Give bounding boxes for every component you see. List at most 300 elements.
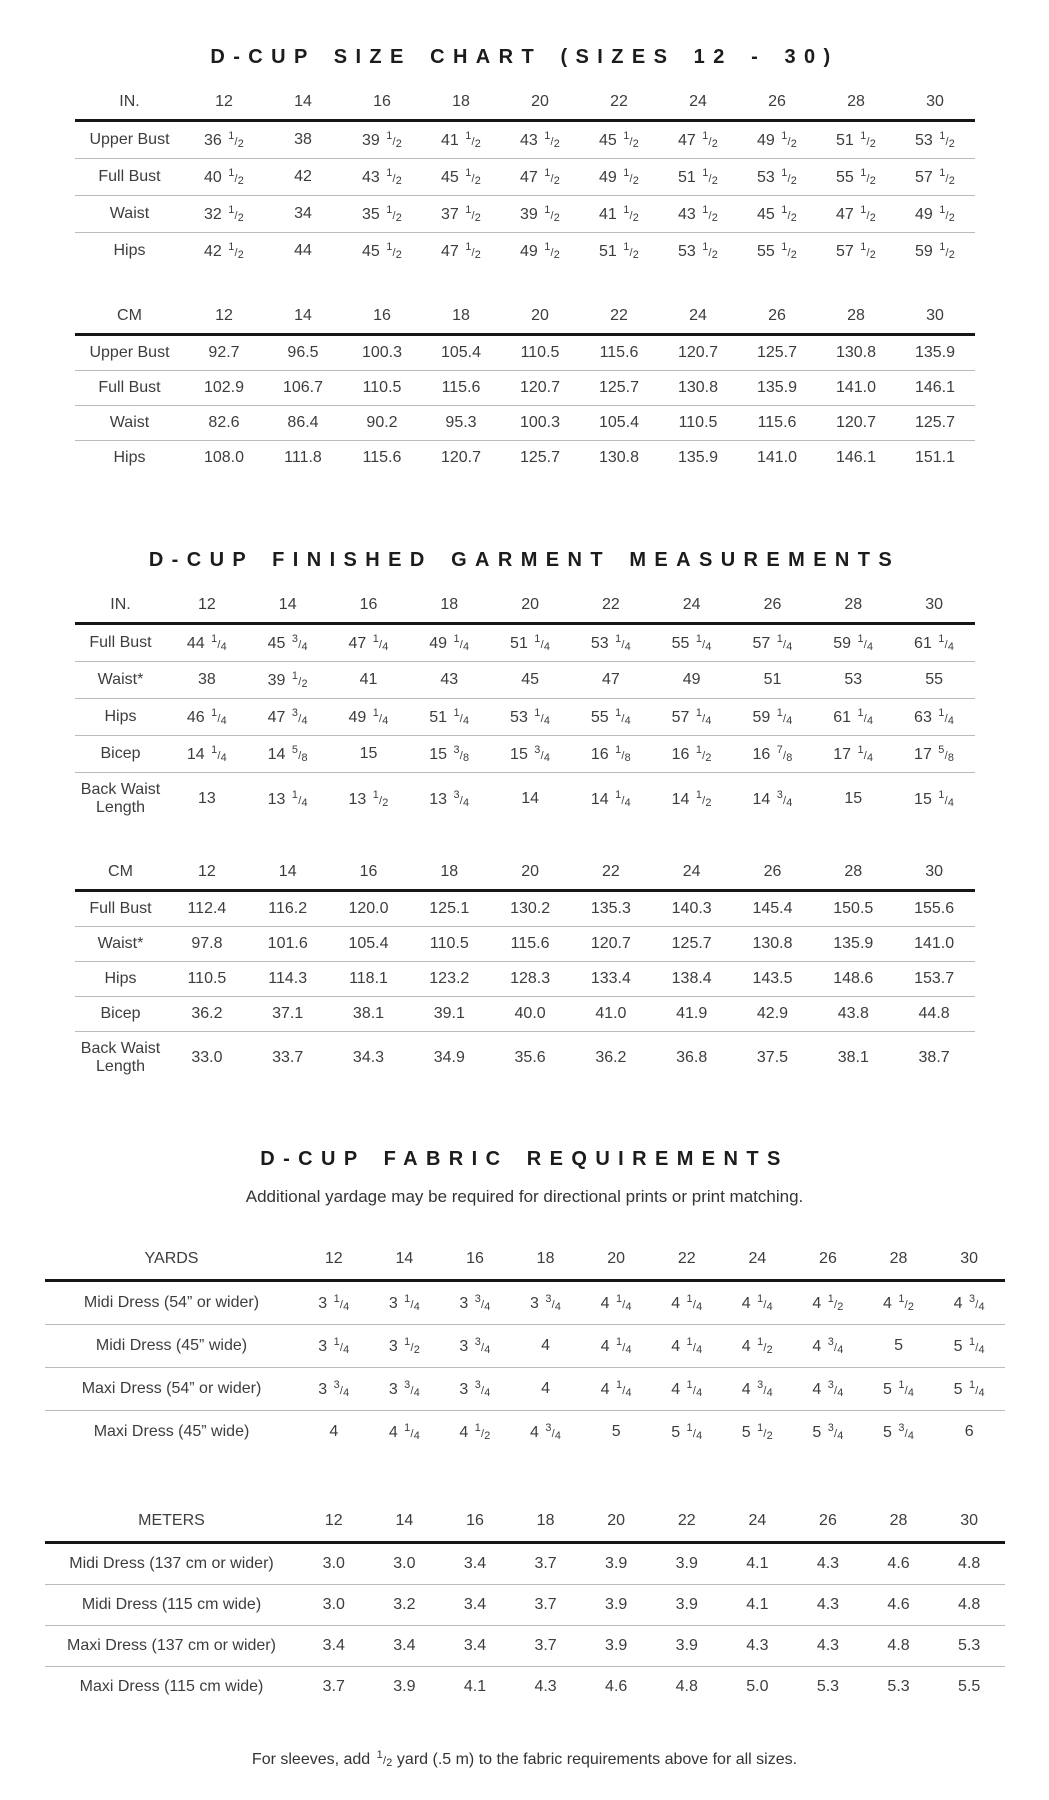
cell-value: 3 $^3/_4$ <box>459 1335 491 1356</box>
cell-value: 82.6 <box>208 413 240 431</box>
cell-value: 110.5 <box>187 969 227 987</box>
row-label: Back Waist Length <box>80 780 161 816</box>
cell-value: 4 $^1/_4$ <box>600 1335 632 1356</box>
size-column-header: 30 <box>960 1511 979 1529</box>
size-column-header: 14 <box>294 93 312 110</box>
cell-value: 4 $^1/_2$ <box>812 1292 844 1313</box>
cell-value: 4 <box>329 1422 339 1440</box>
cell-value: 49 $^1/_2$ <box>598 166 640 187</box>
unit-label: YARDS <box>144 1249 199 1267</box>
size-column-header: 20 <box>607 1249 626 1267</box>
cell-value: 141.0 <box>756 448 798 466</box>
cell-value: 57 $^1/_2$ <box>835 240 877 261</box>
cell-value: 95.3 <box>445 413 477 431</box>
size-column-header: 26 <box>763 862 782 880</box>
cell-value: 45 <box>521 670 539 688</box>
cell-value: 38.7 <box>918 1048 950 1066</box>
cell-value: 49 $^1/_2$ <box>519 240 561 261</box>
table-row <box>45 1542 1005 1584</box>
cell-value: 41.0 <box>595 1004 627 1022</box>
size-column-header: 30 <box>925 595 943 613</box>
cell-value: 3.4 <box>463 1595 487 1613</box>
cell-value: 115.6 <box>757 413 797 431</box>
cell-value: 135.3 <box>590 899 631 917</box>
cell-value: 115.6 <box>362 448 402 466</box>
cell-value: 120.7 <box>677 343 719 361</box>
finished-garment-title: D-CUP FINISHED GARMENT MEASUREMENTS <box>148 548 901 571</box>
table-row <box>75 890 975 926</box>
cell-value: 4 $^1/_4$ <box>671 1335 703 1356</box>
header-row <box>75 85 975 121</box>
cell-value: 16 $^7/_8$ <box>752 743 793 764</box>
cell-value: 51 $^1/_2$ <box>835 130 877 150</box>
cell-value: 49 $^1/_2$ <box>756 130 798 150</box>
cell-value: 118.1 <box>349 969 388 987</box>
size-column-header: 28 <box>844 862 863 880</box>
cell-value: 53 <box>844 670 863 688</box>
cell-value: 4 $^3/_4$ <box>741 1378 773 1399</box>
cell-value: 125.7 <box>756 343 798 361</box>
size-column-header: 18 <box>440 595 459 613</box>
cell-value: 120.7 <box>590 934 631 952</box>
cell-value: 3 $^1/_4$ <box>388 1292 420 1313</box>
cell-value: 3.4 <box>393 1636 416 1654</box>
cell-value: 63 $^1/_4$ <box>914 706 955 727</box>
size-column-header: 16 <box>373 306 391 324</box>
cell-value: 59 $^1/_4$ <box>833 632 874 653</box>
size-column-header: 30 <box>926 93 944 110</box>
cell-value: 44 <box>294 241 312 259</box>
cell-value: 4.8 <box>887 1636 910 1654</box>
size-column-header: 20 <box>531 93 549 110</box>
cell-value: 130.8 <box>752 934 793 952</box>
table-row <box>75 772 975 825</box>
cell-value: 43 $^1/_2$ <box>677 203 719 224</box>
cell-value: 146.1 <box>914 378 956 396</box>
cell-value: 4.3 <box>816 1636 840 1654</box>
cell-value: 36.2 <box>191 1004 223 1022</box>
size-column-header: 18 <box>440 862 459 880</box>
size-column-header: 24 <box>682 595 701 613</box>
table-row <box>75 405 975 440</box>
cell-value: 14 $^1/_2$ <box>671 788 712 809</box>
table-row <box>45 1625 1005 1666</box>
fabric-requirements-subtitle: Additional yardage may be required for directional prints or print matching. <box>245 1186 804 1206</box>
cell-value: 55 <box>925 670 943 688</box>
cell-value: 5.5 <box>958 1677 981 1695</box>
row-label: Hips <box>104 969 137 987</box>
section-fabric-requirements <box>44 1148 1005 1769</box>
cell-value: 102.9 <box>203 378 245 396</box>
fabric-yards-table <box>45 1239 1005 1453</box>
cell-value: 3.0 <box>393 1554 416 1572</box>
cell-value: 55 $^1/_2$ <box>835 166 877 187</box>
cell-value: 41 <box>359 670 378 688</box>
cell-value: 4 $^1/_2$ <box>882 1292 915 1313</box>
table-row <box>75 440 975 475</box>
cell-value: 61 $^1/_4$ <box>833 706 874 727</box>
row-label: Hips <box>113 241 146 259</box>
cell-value: 4 $^1/_4$ <box>600 1378 632 1399</box>
cell-value: 46 $^1/_4$ <box>186 706 227 727</box>
size-column-header: 14 <box>395 1249 414 1267</box>
cell-value: 45 $^1/_2$ <box>598 130 640 150</box>
cell-value: 4.6 <box>887 1554 910 1572</box>
cell-value: 5.3 <box>887 1677 910 1695</box>
cell-value: 140.3 <box>671 899 712 917</box>
size-column-header: 26 <box>768 93 786 110</box>
cell-value: 4.8 <box>675 1677 698 1695</box>
cell-value: 5 $^1/_2$ <box>741 1421 773 1442</box>
table-row <box>45 1666 1005 1707</box>
table-row <box>75 735 975 772</box>
size-column-header: 14 <box>278 862 297 880</box>
cell-value: 41.9 <box>676 1004 708 1022</box>
size-column-header: 24 <box>748 1511 767 1529</box>
cell-value: 14 $^3/_4$ <box>752 788 793 809</box>
size-column-header: 22 <box>677 1249 696 1267</box>
size-column-header: 20 <box>531 306 549 324</box>
size-column-header: 28 <box>889 1249 908 1267</box>
cell-value: 3.9 <box>675 1636 698 1654</box>
finished-garment-inches-table <box>75 588 975 825</box>
size-column-header: 22 <box>601 862 620 880</box>
size-column-header: 24 <box>689 306 707 324</box>
cell-value: 38 <box>198 670 216 688</box>
size-column-header: 14 <box>395 1511 414 1529</box>
cell-value: 55 $^1/_4$ <box>590 706 631 727</box>
size-chart-title: D-CUP SIZE CHART (SIZES 12 - 30) <box>210 46 839 68</box>
size-column-header: 18 <box>536 1249 555 1267</box>
size-column-header: 12 <box>324 1249 343 1267</box>
cell-value: 13 <box>198 789 216 807</box>
cell-value: 97.8 <box>191 934 223 952</box>
row-label: Waist <box>109 204 150 222</box>
cell-value: 108.0 <box>203 448 245 466</box>
cell-value: 4.3 <box>746 1636 769 1654</box>
unit-label: CM <box>108 862 133 880</box>
cell-value: 40 $^1/_2$ <box>203 166 245 187</box>
size-column-header: 16 <box>359 862 378 880</box>
cell-value: 40.0 <box>514 1004 546 1022</box>
cell-value: 5 $^1/_4$ <box>671 1421 703 1442</box>
cell-value: 44.8 <box>918 1004 950 1022</box>
cell-value: 115.6 <box>599 343 639 361</box>
cell-value: 106.7 <box>282 378 324 396</box>
size-column-header: 12 <box>215 306 233 324</box>
size-column-header: 20 <box>521 595 539 613</box>
cell-value: 51 $^1/_4$ <box>510 632 551 653</box>
cell-value: 4 $^1/_4$ <box>671 1378 703 1399</box>
cell-value: 35 $^1/_2$ <box>361 203 403 224</box>
cell-value: 14 $^1/_4$ <box>186 743 227 764</box>
cell-value: 57 $^1/_4$ <box>671 706 712 727</box>
cell-value: 53 $^1/_2$ <box>677 240 719 261</box>
size-column-header: 16 <box>359 595 378 613</box>
cell-value: 3.9 <box>675 1554 698 1572</box>
cell-value: 44 $^1/_4$ <box>186 632 227 653</box>
cell-value: 61 $^1/_4$ <box>914 632 955 653</box>
cell-value: 105.4 <box>598 413 640 431</box>
cell-value: 153.7 <box>914 969 955 987</box>
cell-value: 47 <box>601 670 620 688</box>
cell-value: 116.2 <box>268 899 308 917</box>
finished-garment-cm-table <box>75 855 975 1084</box>
cell-value: 51 $^1/_2$ <box>677 166 719 187</box>
size-column-header: 14 <box>294 306 312 324</box>
sleeves-footnote: For sleeves, add $^1/_2$ yard (.5 m) to the fabric requirements above for all sizes. <box>251 1748 798 1769</box>
cell-value: 45 $^1/_2$ <box>361 240 403 261</box>
cell-value: 53 $^1/_2$ <box>756 166 798 187</box>
cell-value: 33.0 <box>191 1048 223 1066</box>
cell-value: 43 $^1/_2$ <box>519 130 561 150</box>
cell-value: 5.3 <box>816 1677 840 1695</box>
cell-value: 128.3 <box>510 969 551 987</box>
cell-value: 92.7 <box>208 343 240 361</box>
cell-value: 42.9 <box>756 1004 789 1022</box>
size-column-header: 28 <box>844 595 863 613</box>
cell-value: 42 $^1/_2$ <box>203 240 245 261</box>
cell-value: 114.3 <box>268 969 308 987</box>
cell-value: 133.4 <box>590 969 631 987</box>
table-row <box>45 1367 1005 1410</box>
cell-value: 15 <box>359 744 378 762</box>
cell-value: 45 $^1/_2$ <box>756 203 798 224</box>
cell-value: 6 <box>964 1422 974 1440</box>
cell-value: 4.8 <box>958 1595 981 1613</box>
size-column-header: 24 <box>748 1249 767 1267</box>
unit-label: CM <box>117 306 142 324</box>
table-row <box>75 334 975 370</box>
cell-value: 100.3 <box>361 343 403 361</box>
row-label: Full Bust <box>98 378 161 396</box>
cell-value: 13 $^3/_4$ <box>429 788 470 809</box>
cell-value: 86.4 <box>287 413 319 431</box>
cell-value: 115.6 <box>441 378 481 396</box>
size-column-header: 18 <box>452 93 470 110</box>
row-label: Maxi Dress (45” wide) <box>93 1422 250 1440</box>
cell-value: 125.7 <box>519 448 561 466</box>
cell-value: 3.4 <box>322 1636 345 1654</box>
row-label: Midi Dress (115 cm wide) <box>81 1595 262 1613</box>
size-column-header: 26 <box>768 306 786 324</box>
table-row <box>75 698 975 735</box>
cell-value: 155.6 <box>914 899 955 917</box>
cell-value: 13 $^1/_2$ <box>348 788 389 809</box>
size-column-header: 12 <box>324 1511 343 1529</box>
cell-value: 110.5 <box>362 378 402 396</box>
cell-value: 3 $^3/_4$ <box>388 1378 420 1399</box>
cell-value: 15 $^1/_4$ <box>914 788 955 809</box>
cell-value: 135.9 <box>914 343 956 361</box>
size-column-header: 24 <box>689 93 707 110</box>
cell-value: 17 $^1/_4$ <box>833 743 874 764</box>
row-label: Midi Dress (54” or wider) <box>83 1293 260 1311</box>
cell-value: 151.1 <box>914 448 956 466</box>
cell-value: 3 $^3/_4$ <box>459 1378 491 1399</box>
table-row <box>45 1410 1005 1452</box>
cell-value: 120.0 <box>348 899 389 917</box>
cell-value: 112.4 <box>187 899 227 917</box>
cell-value: 49 <box>682 670 701 688</box>
row-label: Maxi Dress (54” or wider) <box>81 1379 262 1397</box>
fabric-requirements-title: D-CUP FABRIC REQUIREMENTS <box>260 1147 789 1170</box>
cell-value: 35.6 <box>514 1048 546 1066</box>
cell-value: 39 $^1/_2$ <box>267 669 308 690</box>
cell-value: 3.4 <box>463 1636 487 1654</box>
cell-value: 5 $^1/_4$ <box>953 1378 985 1399</box>
cell-value: 47 $^3/_4$ <box>267 706 308 727</box>
cell-value: 59 $^1/_2$ <box>914 240 956 261</box>
cell-value: 3.9 <box>605 1554 628 1572</box>
row-label: Waist <box>109 413 150 431</box>
cell-value: 141.0 <box>914 934 955 952</box>
unit-label: METERS <box>138 1511 205 1529</box>
size-column-header: 26 <box>819 1511 837 1529</box>
cell-value: 33.7 <box>272 1048 304 1066</box>
cell-value: 37.1 <box>272 1004 304 1022</box>
cell-value: 5.0 <box>746 1677 769 1695</box>
row-label: Back Waist Length <box>80 1039 161 1075</box>
table-row <box>75 121 975 159</box>
cell-value: 4.1 <box>746 1595 769 1613</box>
cell-value: 120.7 <box>440 448 482 466</box>
cell-value: 36.8 <box>676 1048 708 1066</box>
cell-value: 45 $^3/_4$ <box>267 632 308 653</box>
size-column-header: 24 <box>682 862 701 880</box>
cell-value: 43.8 <box>837 1004 869 1022</box>
cell-value: 16 $^1/_8$ <box>590 743 631 764</box>
cell-value: 55 $^1/_4$ <box>671 632 712 653</box>
cell-value: 135.9 <box>756 378 798 396</box>
cell-value: 53 $^1/_4$ <box>510 706 551 727</box>
row-label: Bicep <box>100 1004 141 1022</box>
table-row <box>75 926 975 961</box>
cell-value: 3.7 <box>534 1595 557 1613</box>
size-column-header: 28 <box>847 93 865 110</box>
table-row <box>75 661 975 698</box>
cell-value: 59 $^1/_4$ <box>752 706 793 727</box>
row-label: Upper Bust <box>89 343 170 361</box>
cell-value: 4 $^1/_2$ <box>459 1421 491 1442</box>
cell-value: 138.4 <box>671 969 712 987</box>
cell-value: 49 $^1/_4$ <box>348 706 389 727</box>
cell-value: 39 $^1/_2$ <box>361 130 403 150</box>
table-row <box>75 195 975 232</box>
size-column-header: 20 <box>607 1511 626 1529</box>
size-column-header: 12 <box>215 93 233 110</box>
cell-value: 15 $^3/_4$ <box>510 743 551 764</box>
size-column-header: 26 <box>763 595 782 613</box>
row-label: Hips <box>113 448 146 466</box>
size-column-header: 16 <box>373 93 391 110</box>
cell-value: 47 $^1/_2$ <box>519 166 561 187</box>
size-column-header: 20 <box>521 862 539 880</box>
cell-value: 4.6 <box>887 1595 910 1613</box>
cell-value: 115.6 <box>510 934 550 952</box>
row-label: Full Bust <box>98 167 161 185</box>
table-row <box>75 232 975 268</box>
cell-value: 145.4 <box>752 899 793 917</box>
cell-value: 110.5 <box>520 343 560 361</box>
cell-value: 148.6 <box>833 969 874 987</box>
size-column-header: 22 <box>601 595 620 613</box>
size-column-header: 30 <box>925 862 943 880</box>
cell-value: 34 <box>294 204 312 222</box>
cell-value: 41 $^1/_2$ <box>598 203 640 224</box>
row-label: Waist* <box>97 934 144 952</box>
cell-value: 53 $^1/_2$ <box>914 130 956 150</box>
table-row <box>75 370 975 405</box>
cell-value: 3 $^3/_4$ <box>459 1292 491 1313</box>
cell-value: 5 $^3/_4$ <box>812 1421 844 1442</box>
cell-value: 4.1 <box>746 1554 769 1572</box>
cell-value: 3.0 <box>322 1595 345 1613</box>
cell-value: 39.1 <box>433 1004 465 1022</box>
cell-value: 143.5 <box>752 969 793 987</box>
cell-value: 38.1 <box>837 1048 869 1066</box>
cell-value: 15 <box>844 789 863 807</box>
cell-value: 125.7 <box>598 378 640 396</box>
row-label: Midi Dress (45” wide) <box>95 1336 248 1354</box>
size-column-header: 12 <box>198 595 216 613</box>
cell-value: 16 $^1/_2$ <box>671 743 712 764</box>
cell-value: 14 $^5/_8$ <box>267 743 308 764</box>
size-column-header: 18 <box>536 1511 555 1529</box>
table-row <box>75 1031 975 1084</box>
cell-value: 4.3 <box>534 1677 557 1695</box>
cell-value: 130.8 <box>677 378 719 396</box>
cell-value: 51 $^1/_2$ <box>598 240 640 261</box>
cell-value: 120.7 <box>519 378 561 396</box>
cell-value: 4 $^1/_4$ <box>671 1292 703 1313</box>
row-label: Hips <box>104 707 137 725</box>
cell-value: 3 $^3/_4$ <box>530 1292 562 1313</box>
cell-value: 4 $^3/_4$ <box>812 1378 844 1399</box>
cell-value: 17 $^5/_8$ <box>914 743 955 764</box>
cell-value: 100.3 <box>519 413 561 431</box>
cell-value: 4.3 <box>816 1595 840 1613</box>
cell-value: 57 $^1/_2$ <box>914 166 956 187</box>
row-label: Midi Dress (137 cm or wider) <box>69 1554 274 1572</box>
size-column-header: 28 <box>847 306 865 324</box>
cell-value: 5.3 <box>958 1636 981 1654</box>
cell-value: 37 $^1/_2$ <box>440 203 482 224</box>
cell-value: 14 <box>521 789 539 807</box>
size-column-header: 28 <box>889 1511 908 1529</box>
cell-value: 4 $^3/_4$ <box>953 1292 985 1313</box>
table-row <box>45 1280 1005 1324</box>
cell-value: 47 $^1/_2$ <box>677 130 719 150</box>
cell-value: 15 $^3/_8$ <box>429 743 470 764</box>
cell-value: 32 $^1/_2$ <box>203 203 245 224</box>
unit-label: IN. <box>119 93 140 110</box>
cell-value: 5 <box>611 1422 621 1440</box>
cell-value: 105.4 <box>348 934 389 952</box>
cell-value: 3.2 <box>393 1595 416 1613</box>
cell-value: 110.5 <box>678 413 718 431</box>
cell-value: 3.7 <box>534 1636 557 1654</box>
table-row <box>45 1584 1005 1625</box>
size-column-header: 30 <box>926 306 944 324</box>
cell-value: 36 $^1/_2$ <box>203 130 245 150</box>
cell-value: 57 $^1/_4$ <box>752 632 793 653</box>
cell-value: 4 $^3/_4$ <box>530 1421 562 1442</box>
row-label: Maxi Dress (137 cm or wider) <box>67 1636 276 1654</box>
cell-value: 4 $^1/_2$ <box>741 1335 773 1356</box>
cell-value: 125.7 <box>671 934 712 952</box>
cell-value: 4.6 <box>605 1677 628 1695</box>
